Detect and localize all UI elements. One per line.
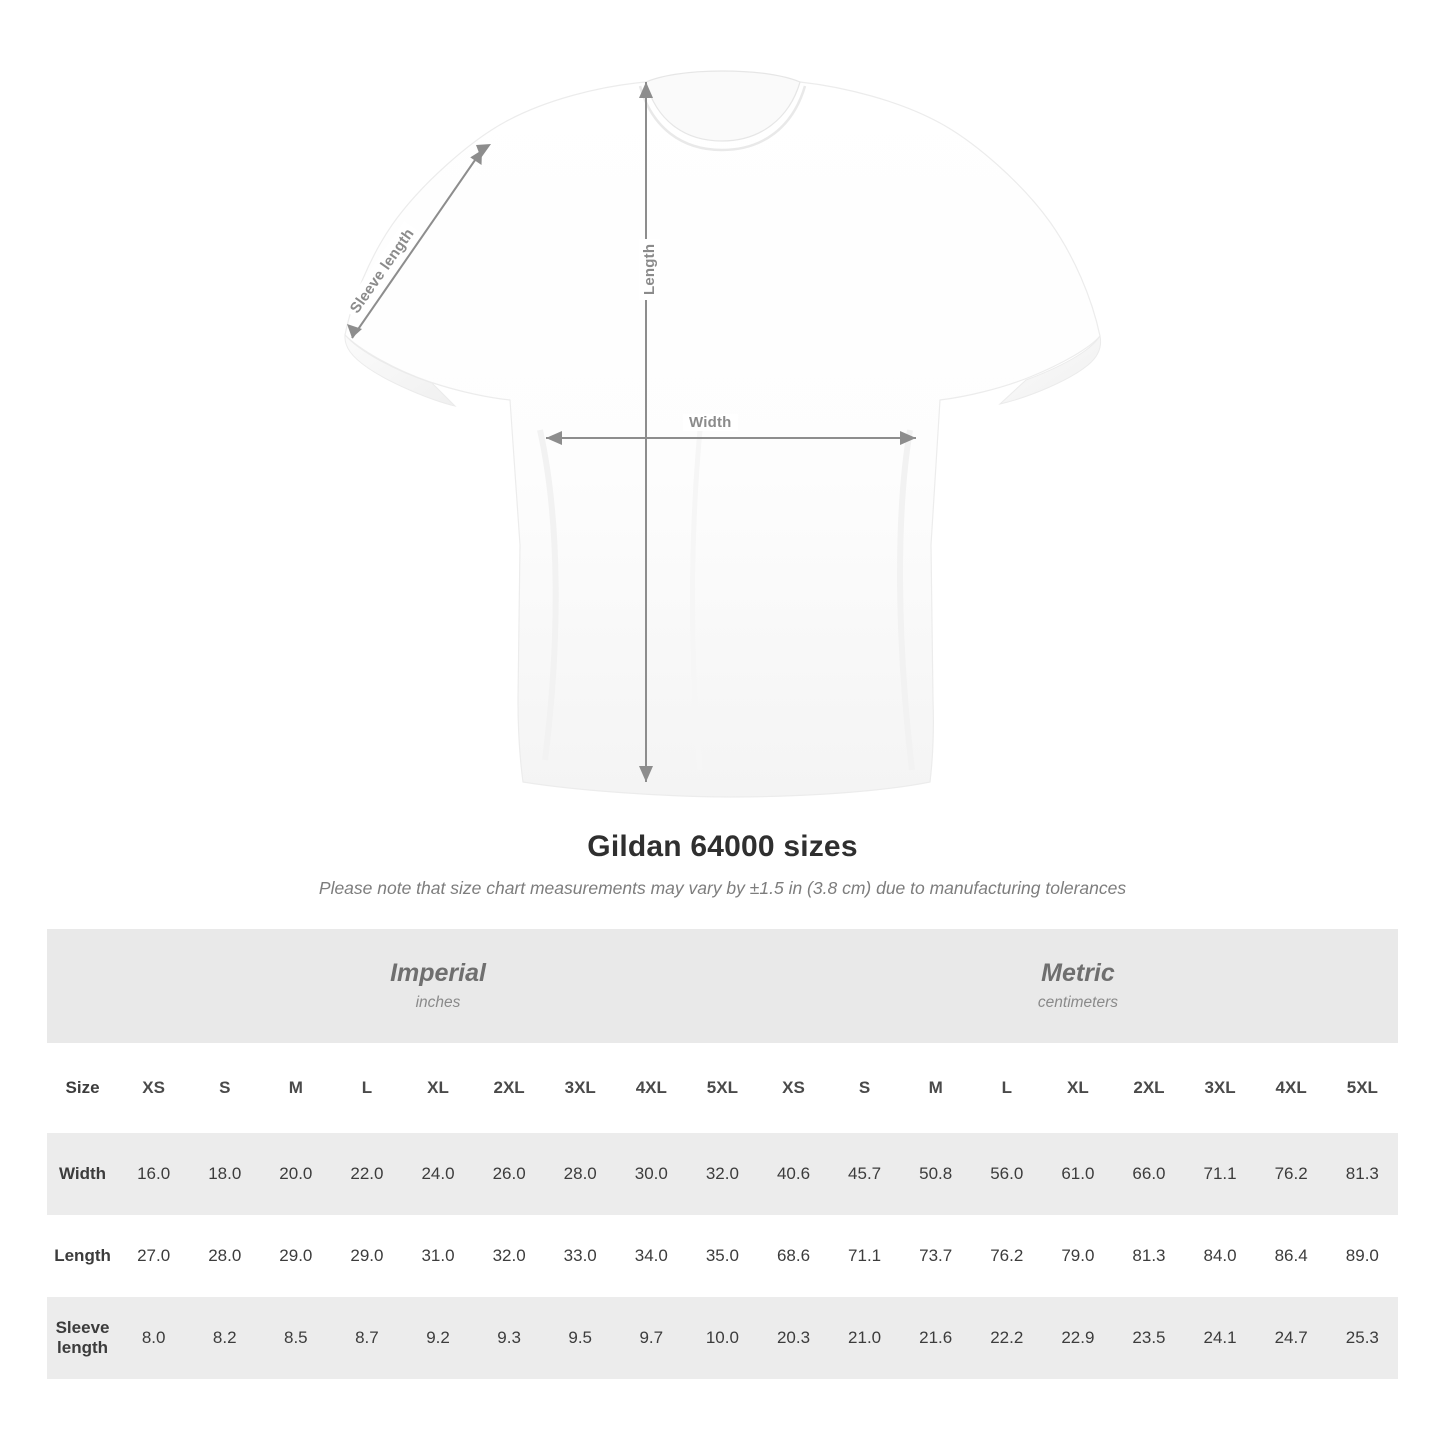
cell-sleeve-metric-4xl: 24.7 [1256, 1297, 1327, 1379]
row-label-sleeve-length: Sleeve length [47, 1297, 118, 1379]
cell-length-metric-3xl: 84.0 [1185, 1215, 1256, 1297]
cell-length-metric-4xl: 86.4 [1256, 1215, 1327, 1297]
cell-sleeve-imperial-xs: 8.0 [118, 1297, 189, 1379]
size-header-label: Size [47, 1043, 118, 1133]
size-col-imperial-4xl: 4XL [616, 1043, 687, 1133]
cell-length-imperial-s: 28.0 [189, 1215, 260, 1297]
table-row [47, 1215, 1398, 1297]
cell-sleeve-metric-3xl: 24.1 [1185, 1297, 1256, 1379]
shirt-body [345, 82, 1100, 797]
size-col-metric-s: S [829, 1043, 900, 1133]
size-col-metric-l: L [971, 1043, 1042, 1133]
table-row [47, 1133, 1398, 1215]
cell-width-metric-2xl: 66.0 [1113, 1133, 1184, 1215]
cell-length-metric-l: 76.2 [971, 1215, 1042, 1297]
tolerance-note: Please note that size chart measurements may vary by ±1.5 in (3.8 cm) due to manufacturing tolerances [318, 878, 1127, 898]
size-table-wrapper [47, 929, 1398, 1379]
size-header-row [47, 1043, 1398, 1133]
size-col-metric-xs: XS [758, 1043, 829, 1133]
cell-sleeve-metric-s: 21.0 [829, 1297, 900, 1379]
cell-length-metric-s: 71.1 [829, 1215, 900, 1297]
system-imperial-cell [118, 929, 758, 1043]
cell-width-imperial-5xl: 32.0 [687, 1133, 758, 1215]
size-col-imperial-s: S [189, 1043, 260, 1133]
system-spacer-cell [47, 929, 118, 1043]
cell-sleeve-metric-m: 21.6 [900, 1297, 971, 1379]
row-label-length: Length [47, 1215, 118, 1297]
cell-sleeve-metric-xl: 22.9 [1042, 1297, 1113, 1379]
size-col-imperial-5xl: 5XL [687, 1043, 758, 1133]
cell-width-metric-s: 45.7 [829, 1133, 900, 1215]
cell-sleeve-imperial-m: 8.5 [260, 1297, 331, 1379]
system-metric-cell [758, 929, 1398, 1043]
size-col-imperial-l: L [331, 1043, 402, 1133]
system-header-row [47, 929, 1398, 1043]
cell-length-metric-2xl: 81.3 [1113, 1215, 1184, 1297]
system-metric-unit: centimeters [1037, 993, 1119, 1011]
cell-length-imperial-4xl: 34.0 [616, 1215, 687, 1297]
size-col-metric-xl: XL [1042, 1043, 1113, 1133]
size-col-imperial-xl: XL [402, 1043, 473, 1133]
system-metric-name: Metric [1041, 959, 1115, 988]
cell-sleeve-imperial-l: 8.7 [331, 1297, 402, 1379]
cell-sleeve-imperial-5xl: 10.0 [687, 1297, 758, 1379]
cell-width-metric-3xl: 71.1 [1185, 1133, 1256, 1215]
size-col-metric-3xl: 3XL [1185, 1043, 1256, 1133]
cell-width-imperial-s: 18.0 [189, 1133, 260, 1215]
cell-sleeve-imperial-xl: 9.2 [402, 1297, 473, 1379]
cell-width-metric-l: 56.0 [971, 1133, 1042, 1215]
cell-length-imperial-3xl: 33.0 [545, 1215, 616, 1297]
size-col-imperial-xs: XS [118, 1043, 189, 1133]
size-col-metric-4xl: 4XL [1256, 1043, 1327, 1133]
size-col-metric-5xl: 5XL [1327, 1043, 1398, 1133]
cell-length-imperial-xs: 27.0 [118, 1215, 189, 1297]
size-col-metric-m: M [900, 1043, 971, 1133]
row-label-width: Width [47, 1133, 118, 1215]
cell-length-metric-m: 73.7 [900, 1215, 971, 1297]
cell-width-imperial-3xl: 28.0 [545, 1133, 616, 1215]
cell-width-metric-xs: 40.6 [758, 1133, 829, 1215]
cell-length-imperial-5xl: 35.0 [687, 1215, 758, 1297]
cell-width-imperial-4xl: 30.0 [616, 1133, 687, 1215]
size-col-imperial-2xl: 2XL [474, 1043, 545, 1133]
sleeve-length-label: Sleeve length [343, 221, 422, 321]
cell-width-imperial-m: 20.0 [260, 1133, 331, 1215]
cell-length-imperial-xl: 31.0 [402, 1215, 473, 1297]
cell-width-imperial-xl: 24.0 [402, 1133, 473, 1215]
size-chart-table [47, 929, 1398, 1379]
cell-sleeve-imperial-2xl: 9.3 [474, 1297, 545, 1379]
cell-sleeve-metric-xs: 20.3 [758, 1297, 829, 1379]
cell-width-metric-4xl: 76.2 [1256, 1133, 1327, 1215]
cell-sleeve-imperial-s: 8.2 [189, 1297, 260, 1379]
table-row [47, 1297, 1398, 1379]
cell-length-metric-xs: 68.6 [758, 1215, 829, 1297]
cell-length-metric-5xl: 89.0 [1327, 1215, 1398, 1297]
size-col-imperial-m: M [260, 1043, 331, 1133]
system-imperial-unit: inches [415, 993, 461, 1011]
page-title: Gildan 64000 sizes [587, 830, 858, 863]
size-col-imperial-3xl: 3XL [545, 1043, 616, 1133]
cell-length-imperial-l: 29.0 [331, 1215, 402, 1297]
size-col-metric-2xl: 2XL [1113, 1043, 1184, 1133]
cell-width-imperial-l: 22.0 [331, 1133, 402, 1215]
cell-sleeve-imperial-4xl: 9.7 [616, 1297, 687, 1379]
cell-length-imperial-2xl: 32.0 [474, 1215, 545, 1297]
cell-length-metric-xl: 79.0 [1042, 1215, 1113, 1297]
cell-width-imperial-xs: 16.0 [118, 1133, 189, 1215]
cell-sleeve-imperial-3xl: 9.5 [545, 1297, 616, 1379]
cell-width-metric-5xl: 81.3 [1327, 1133, 1398, 1215]
cell-sleeve-metric-2xl: 23.5 [1113, 1297, 1184, 1379]
cell-length-imperial-m: 29.0 [260, 1215, 331, 1297]
system-imperial-name: Imperial [390, 959, 486, 988]
cell-width-metric-m: 50.8 [900, 1133, 971, 1215]
width-label: Width [683, 414, 738, 431]
cell-width-imperial-2xl: 26.0 [474, 1133, 545, 1215]
cell-sleeve-metric-l: 22.2 [971, 1297, 1042, 1379]
cell-width-metric-xl: 61.0 [1042, 1133, 1113, 1215]
length-label: Length [639, 239, 660, 300]
cell-sleeve-metric-5xl: 25.3 [1327, 1297, 1398, 1379]
